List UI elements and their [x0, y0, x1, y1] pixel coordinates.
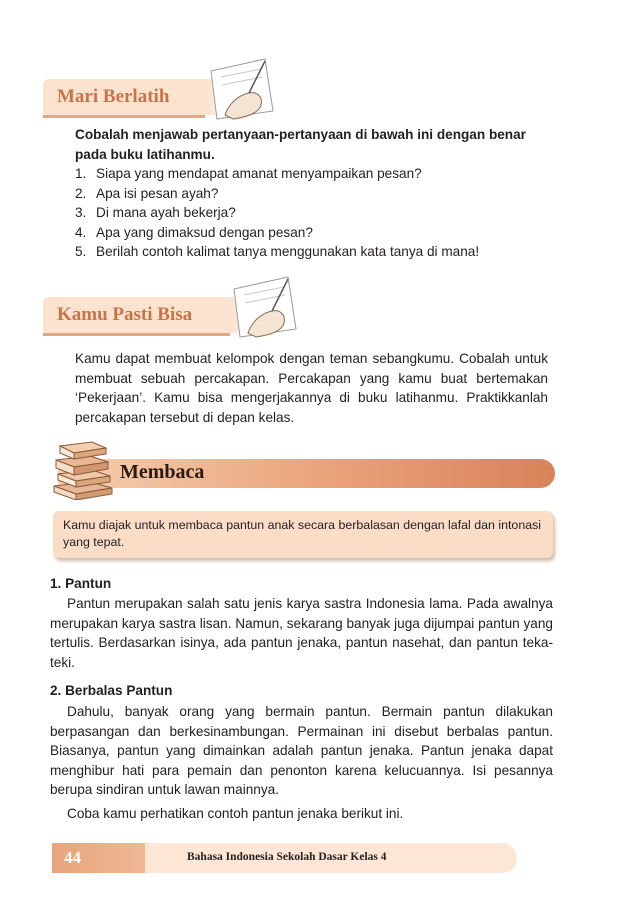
- list-item: 3. Di mana ayah bekerja?: [75, 205, 236, 220]
- kamu-pasti-bisa-header: [43, 297, 303, 335]
- writing-hand-icon: [226, 271, 301, 341]
- mari-berlatih-header: [43, 79, 273, 117]
- list-item: 2. Apa isi pesan ayah?: [75, 185, 219, 201]
- membaca-title: Membaca: [120, 461, 205, 483]
- question-list: [75, 164, 555, 262]
- mari-berlatih-title: Mari Berlatih: [57, 86, 170, 107]
- list-item: 5. Berilah contoh kalimat tanya menggunakan kata tanya di mana!: [75, 244, 480, 259]
- section-text: Dahulu, banyak orang yang bermain pantun. Bermain pantun dilakukan berpasangan dan berkesinambungan. Permainan ini disebut berbalas pantun. Biasanya, pantun yang dimainkan adalah pantun jenaka. Pantun jenaka dapat menghibur hati para pemain dan penonton karena kelucuannya. Isi pesannya berupa sindiran untuk lawan mainnya.: [50, 704, 553, 797]
- list-item: 1. Siapa yang mendapat amanat menyampaikan pesan?: [75, 166, 422, 181]
- section-text: Pantun merupakan salah satu jenis karya sastra Indonesia lama. Pada awalnya merupakan karya sastra lisan. Namun, sekarang banyak juga dijumpai pantun yang tertulis. Berdasarkan isinya, ada pantun jenaka, pantun nasehat, dan pantun teka-teki.: [50, 596, 553, 670]
- section-heading: 2. Berbalas Pantun: [50, 683, 173, 698]
- page-number: 44: [64, 848, 81, 867]
- membaca-intro: Kamu diajak untuk membaca pantun anak secara berbalasan dengan lafal dan intonasi yang tepat.: [63, 518, 542, 549]
- kamu-pasti-bisa-title: Kamu Pasti Bisa: [57, 304, 193, 325]
- writing-hand-icon: [203, 53, 278, 123]
- books-icon: [50, 438, 120, 500]
- membaca-info-box: [53, 511, 553, 558]
- list-item: 4. Apa yang dimaksud dengan pesan?: [75, 224, 313, 240]
- section-closing: Coba kamu perhatikan contoh pantun jenaka berikut ini.: [67, 806, 404, 821]
- book-title: Bahasa Indonesia Sekolah Dasar Kelas 4: [187, 851, 387, 863]
- section-heading: 1. Pantun: [50, 576, 112, 591]
- kamu-pasti-bisa-text: Kamu dapat membuat kelompok dengan teman sebangkumu. Cobalah untuk membuat sebuah percakapan. Percakapan yang kamu buat bertemakan ‘Pekerjaan’. Kamu bisa mengerjakannya di buku latihanmu. Praktikkanlah percakapan tersebut di depan kelas.: [75, 351, 548, 425]
- mari-berlatih-instruction: Cobalah menjawab pertanyaan-pertanyaan di bawah ini dengan benar pada buku latihanmu.: [75, 127, 526, 162]
